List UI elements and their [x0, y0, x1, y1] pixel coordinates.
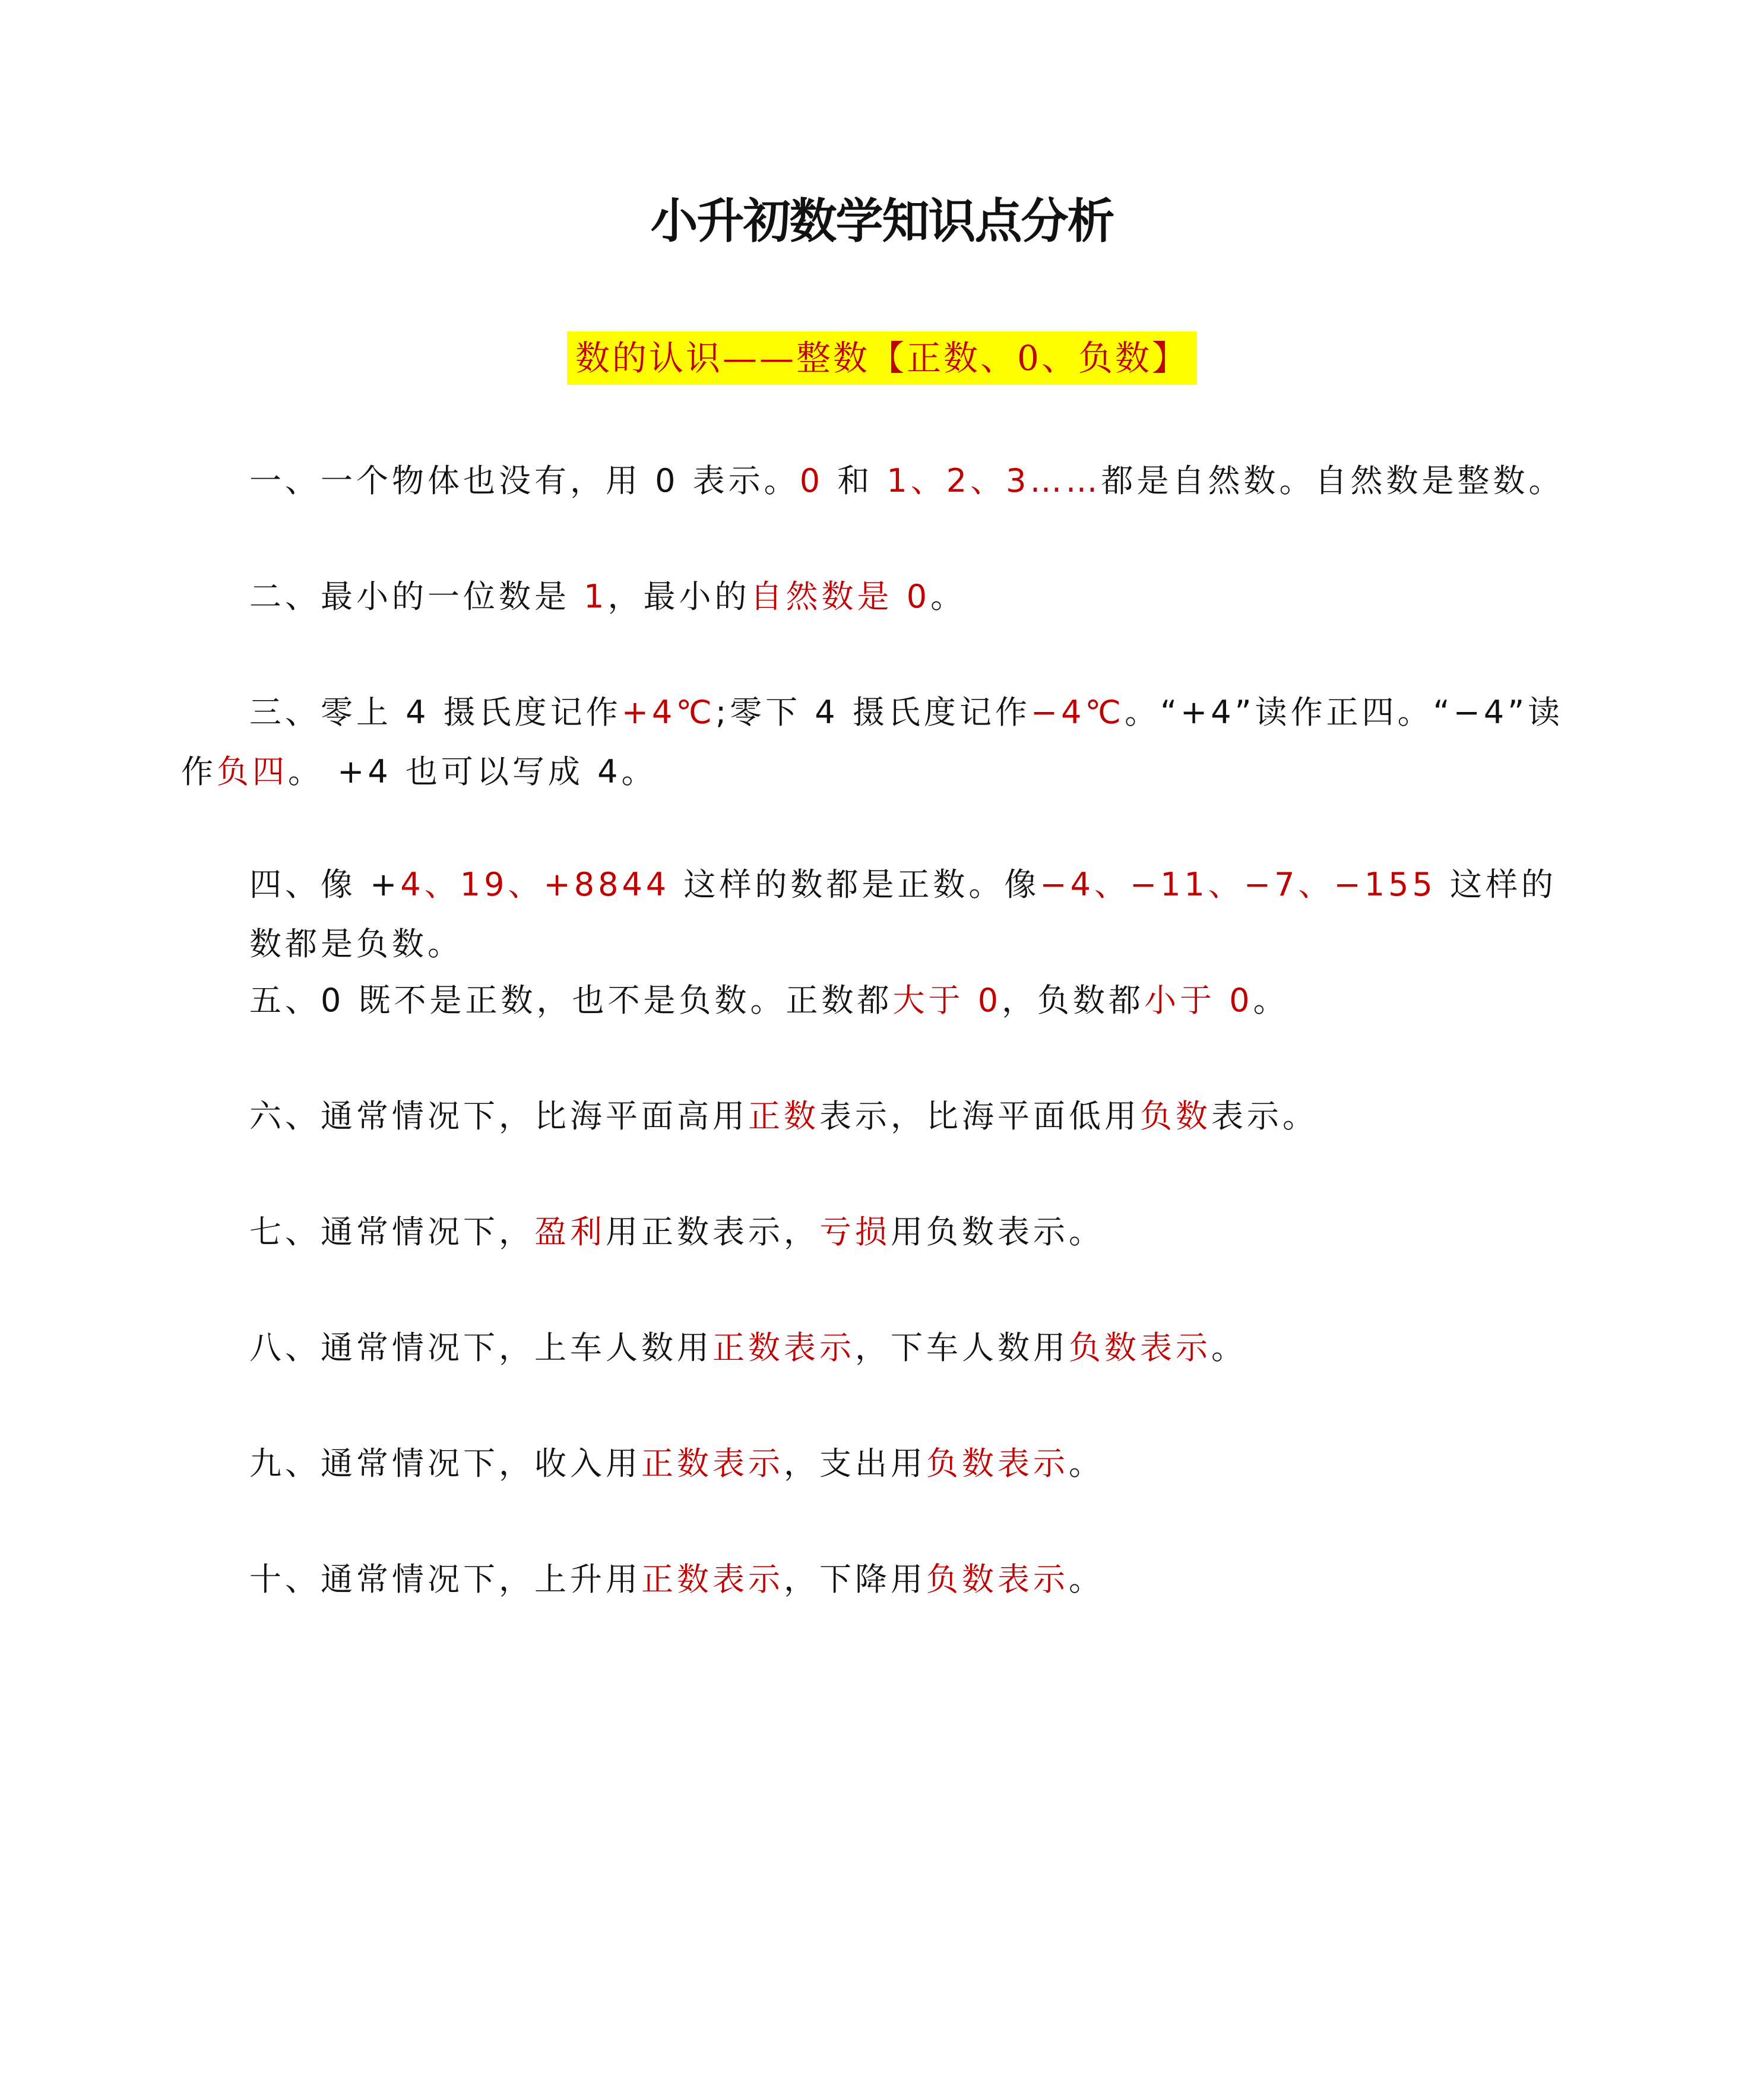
highlighted-text: 4、19、+8844: [400, 866, 670, 903]
highlighted-text: 负数表示: [926, 1445, 1069, 1482]
highlighted-text: 自然数是 0: [750, 578, 931, 615]
section-heading-wrap: [0, 331, 1764, 385]
body-text: 一、一个物体也没有，用 0 表示。: [249, 462, 800, 499]
highlighted-text: 亏损: [819, 1213, 891, 1251]
highlighted-text: 负数: [1140, 1097, 1211, 1135]
body-text: 十、通常情况下，上升用: [249, 1561, 641, 1598]
body-text: ，支出用: [784, 1445, 926, 1482]
point-7: [249, 1202, 1586, 1262]
body-text: 表示，比海平面低用: [819, 1097, 1140, 1135]
highlighted-text: 1: [584, 578, 608, 615]
point-8: [249, 1318, 1586, 1378]
highlighted-text: 0: [799, 462, 838, 499]
highlighted-text: 正数表示: [641, 1445, 784, 1482]
body-text: ，最小的: [607, 578, 750, 615]
point-3: [181, 683, 1586, 802]
body-text: 六、通常情况下，比海平面高用: [249, 1097, 748, 1135]
highlighted-text: 正数表示: [641, 1561, 784, 1598]
body-text: 表示。: [1211, 1097, 1318, 1135]
body-text: ，下降用: [784, 1561, 926, 1598]
highlighted-text: −4、−11、−7、−155: [1040, 866, 1436, 903]
highlighted-text: 负数表示: [1069, 1329, 1211, 1366]
point-1: [249, 451, 1586, 511]
body-text: 七、通常情况下，: [249, 1213, 534, 1251]
highlighted-text: 1、2、3……: [886, 462, 1101, 499]
body-text: ;零下 4 摄氏度记作: [715, 694, 1031, 731]
body-text: 五、0 既不是正数，也不是负数。正数都: [249, 982, 893, 1019]
highlighted-text: −4℃: [1030, 694, 1125, 731]
highlighted-text: 正数表示: [712, 1329, 855, 1366]
body-text: ，下车人数用: [855, 1329, 1069, 1366]
section-heading: 数的认识——整数【正数、0、负数】: [567, 331, 1197, 385]
point-5: [249, 971, 1586, 1030]
highlighted-text: 大于 0: [892, 982, 1002, 1019]
point-6: [249, 1087, 1586, 1146]
highlighted-text: 负四: [217, 753, 288, 790]
point-9: [249, 1434, 1586, 1493]
highlighted-text: 盈利: [534, 1213, 606, 1251]
body-text: 用负数表示。: [891, 1213, 1104, 1251]
highlighted-text: 负数表示: [926, 1561, 1069, 1598]
body-text: ，负数都: [1002, 982, 1145, 1019]
highlighted-text: 小于 0: [1144, 982, 1253, 1019]
page-title: 小升初数学知识点分析: [650, 194, 1114, 249]
body-text: 和: [837, 462, 887, 499]
body-text: 。: [1069, 1445, 1104, 1482]
point-2: [249, 567, 1586, 626]
body-text: 八、通常情况下，上车人数用: [249, 1329, 712, 1366]
body-text: 九、通常情况下，收入用: [249, 1445, 641, 1482]
body-text: 。: [1211, 1329, 1247, 1366]
point-10: [249, 1550, 1586, 1609]
highlighted-text: 正数: [748, 1097, 819, 1135]
body-text: 这样的数都是负数。: [249, 866, 1557, 963]
body-text: 。: [1253, 982, 1289, 1019]
body-text: 。: [930, 578, 967, 615]
body-text: 四、像 +: [249, 866, 401, 903]
body-text: 。 +4 也可以写成 4。: [288, 753, 657, 790]
point-4: [249, 855, 1586, 974]
body-text: 用正数表示，: [606, 1213, 819, 1251]
body-text: 。“+4”读作正四。“−4”读作: [181, 694, 1564, 790]
body-text: 二、最小的一位数是: [249, 578, 584, 615]
body-text: 。: [1069, 1561, 1104, 1598]
body-text: 三、零上 4 摄氏度记作: [249, 694, 622, 731]
body-text: 都是自然数。自然数是整数。: [1101, 462, 1565, 499]
highlighted-text: +4℃: [621, 694, 715, 731]
body-text: 这样的数都是正数。像: [670, 866, 1040, 903]
